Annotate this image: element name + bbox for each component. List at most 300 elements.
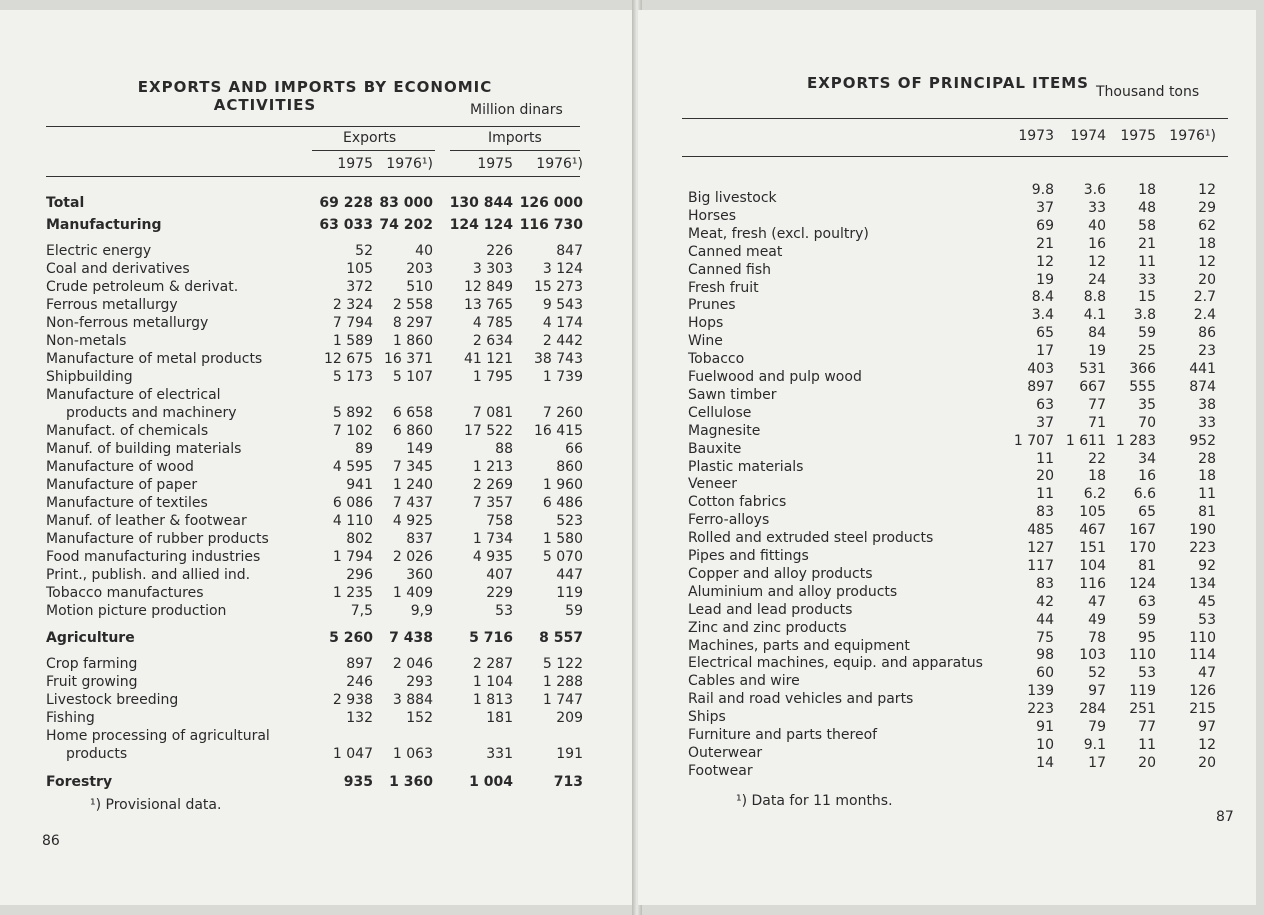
left-row-value: 209 bbox=[556, 710, 583, 726]
left-row-value: 2 442 bbox=[542, 333, 583, 349]
left-row-value: 53 bbox=[495, 603, 513, 619]
left-row-label: Motion picture production bbox=[46, 603, 227, 619]
right-row-value: 223 bbox=[1189, 540, 1216, 556]
left-row-value: 1 235 bbox=[332, 585, 373, 601]
left-row-label: Manufacture of metal products bbox=[46, 351, 263, 367]
left-row-value: 181 bbox=[486, 710, 513, 726]
right-row-value: 3.4 bbox=[1031, 307, 1054, 324]
left-row-value: 229 bbox=[486, 585, 513, 601]
right-row-value: 18 bbox=[1198, 468, 1216, 485]
right-row-label: Sawn timber bbox=[688, 386, 777, 403]
right-row-value: 667 bbox=[1079, 378, 1106, 395]
left-year-2: 1976¹) bbox=[386, 156, 433, 172]
right-row-value: 9.8 bbox=[1031, 182, 1054, 198]
right-row-value: 92 bbox=[1198, 557, 1216, 574]
right-row-value: 63 bbox=[1036, 396, 1054, 413]
right-row-value: 190 bbox=[1189, 522, 1216, 539]
left-row-value: 360 bbox=[406, 567, 433, 583]
left-row-label: Fishing bbox=[46, 710, 95, 726]
left-row-value: 40 bbox=[415, 243, 433, 259]
right-row-value: 441 bbox=[1189, 361, 1216, 377]
right-row-value: 555 bbox=[1129, 378, 1156, 395]
right-row-value: 53 bbox=[1138, 665, 1156, 682]
left-row-label: Total bbox=[46, 195, 85, 211]
left-row-label: Non-ferrous metallurgy bbox=[46, 315, 209, 331]
left-row-value: 847 bbox=[556, 243, 583, 259]
left-row-value: 407 bbox=[486, 567, 513, 583]
right-row-value: 98 bbox=[1036, 647, 1054, 664]
left-row-value: 3 884 bbox=[392, 692, 433, 708]
right-row-label: Copper and alloy products bbox=[688, 565, 873, 582]
left-row-label: Manufacturing bbox=[46, 217, 162, 233]
left-row-value: 837 bbox=[406, 531, 433, 547]
left-row-value: 1 288 bbox=[542, 674, 583, 690]
right-row-value: 11 bbox=[1036, 486, 1054, 503]
right-row-value: 65 bbox=[1036, 325, 1054, 342]
left-row-value: 203 bbox=[406, 261, 433, 277]
left-row-value: 447 bbox=[556, 567, 583, 583]
right-row-value: 78 bbox=[1088, 629, 1106, 646]
right-row-value: 127 bbox=[1027, 540, 1054, 556]
right-row-value: 114 bbox=[1189, 647, 1216, 664]
right-row-value: 20 bbox=[1138, 754, 1156, 771]
right-row-label: Veneer bbox=[688, 476, 737, 493]
left-row-value: 16 371 bbox=[384, 351, 433, 367]
left-row-value: 6 086 bbox=[332, 495, 373, 511]
left-row-value: 4 925 bbox=[392, 513, 433, 529]
left-footnote: ¹) Provisional data. bbox=[90, 797, 222, 813]
right-row-value: 170 bbox=[1129, 540, 1156, 556]
left-row-value: 124 124 bbox=[449, 217, 513, 233]
left-row-label: Coal and derivatives bbox=[46, 261, 190, 277]
right-row-value: 12 bbox=[1198, 736, 1216, 753]
left-row-value: 7 438 bbox=[389, 630, 433, 646]
right-row-value: 79 bbox=[1088, 719, 1106, 735]
left-page bbox=[0, 10, 636, 905]
right-row-value: 12 bbox=[1088, 253, 1106, 270]
right-row-label: Wine bbox=[688, 333, 723, 350]
left-row-value: 7,5 bbox=[350, 603, 373, 619]
right-row-value: 83 bbox=[1036, 575, 1054, 592]
left-row-value: 12 849 bbox=[464, 279, 513, 295]
right-row-value: 104 bbox=[1079, 557, 1106, 574]
left-row-value: 8 297 bbox=[392, 315, 433, 331]
left-row-label: Non-metals bbox=[46, 333, 127, 349]
left-row-value: 1 240 bbox=[392, 477, 433, 493]
left-row-value: 2 046 bbox=[392, 656, 433, 672]
left-row-value: 13 765 bbox=[464, 297, 513, 313]
right-row-value: 60 bbox=[1036, 665, 1054, 682]
left-row-value: 1 409 bbox=[392, 585, 433, 601]
right-row-label: Zinc and zinc products bbox=[688, 619, 847, 636]
left-row-value: 69 228 bbox=[319, 195, 373, 211]
right-row-label: Cables and wire bbox=[688, 673, 800, 690]
left-row-value: 1 813 bbox=[472, 692, 513, 708]
left-row-value: 149 bbox=[406, 441, 433, 457]
right-row-value: 116 bbox=[1079, 575, 1106, 592]
left-row-value: 191 bbox=[556, 746, 583, 762]
left-page-number: 86 bbox=[42, 833, 60, 849]
right-row-value: 69 bbox=[1036, 217, 1054, 234]
left-row-label: Crude petroleum & derivat. bbox=[46, 279, 239, 295]
left-row-value: 5 173 bbox=[332, 369, 373, 385]
right-row-value: 284 bbox=[1079, 701, 1106, 718]
right-row-value: 18 bbox=[1138, 182, 1156, 198]
right-row-value: 6.6 bbox=[1133, 486, 1156, 503]
left-year-3: 1975 bbox=[477, 156, 513, 172]
left-row-value: 1 589 bbox=[332, 333, 373, 349]
right-row-label: Meat, fresh (excl. poultry) bbox=[688, 225, 869, 242]
left-row-label: Manuf. of building materials bbox=[46, 441, 242, 457]
left-row-value: 7 260 bbox=[542, 405, 583, 421]
right-year-3: 1975 bbox=[1120, 128, 1156, 144]
right-row-label: Ferro-alloys bbox=[688, 512, 770, 529]
left-row-value: 226 bbox=[486, 243, 513, 259]
right-row-value: 134 bbox=[1189, 575, 1216, 592]
right-row-value: 42 bbox=[1036, 593, 1054, 610]
left-row-value: 5 107 bbox=[392, 369, 433, 385]
right-row-label: Aluminium and alloy products bbox=[688, 583, 898, 600]
left-row-label: Agriculture bbox=[46, 630, 135, 646]
right-row-value: 58 bbox=[1138, 217, 1156, 234]
left-row-value: 66 bbox=[565, 441, 583, 457]
right-row-value: 18 bbox=[1088, 468, 1106, 485]
left-row-value: 1 213 bbox=[472, 459, 513, 475]
left-row-value: 15 273 bbox=[534, 279, 583, 295]
right-row-value: 33 bbox=[1088, 199, 1106, 216]
right-row-value: 22 bbox=[1088, 450, 1106, 467]
left-row-value: 8 557 bbox=[539, 630, 583, 646]
right-row-value: 12 bbox=[1036, 253, 1054, 270]
left-row-value: 5 122 bbox=[542, 656, 583, 672]
left-row-value: 372 bbox=[346, 279, 373, 295]
right-row-value: 14 bbox=[1036, 754, 1054, 771]
left-row-value: 3 124 bbox=[542, 261, 583, 277]
left-row-value: 4 174 bbox=[542, 315, 583, 331]
left-top-rule bbox=[46, 126, 580, 127]
left-row-label: Livestock breeding bbox=[46, 692, 179, 708]
left-row-value: 41 121 bbox=[464, 351, 513, 367]
right-row-value: 3.8 bbox=[1133, 307, 1156, 324]
right-row-value: 952 bbox=[1189, 432, 1216, 449]
left-row-label: Ferrous metallurgy bbox=[46, 297, 178, 313]
left-row-label: Food manufacturing industries bbox=[46, 549, 261, 565]
left-row-value: 1 580 bbox=[542, 531, 583, 547]
right-row-value: 77 bbox=[1088, 396, 1106, 413]
left-row-label: Shipbuilding bbox=[46, 369, 133, 385]
right-row-label: Rail and road vehicles and parts bbox=[688, 691, 914, 708]
right-row-label: Footwear bbox=[688, 762, 753, 779]
left-row-value: 1 795 bbox=[472, 369, 513, 385]
right-page-number: 87 bbox=[1216, 809, 1234, 825]
left-row-value: 935 bbox=[343, 774, 373, 790]
left-row-label: Electric energy bbox=[46, 243, 152, 259]
right-row-value: 47 bbox=[1088, 593, 1106, 610]
left-row-label: Manufact. of chemicals bbox=[46, 423, 209, 439]
left-row-value: 88 bbox=[495, 441, 513, 457]
left-row-value: 9,9 bbox=[410, 603, 433, 619]
right-row-label: Canned meat bbox=[688, 243, 783, 260]
left-row-value: 59 bbox=[565, 603, 583, 619]
right-row-value: 20 bbox=[1036, 468, 1054, 485]
right-row-value: 71 bbox=[1088, 414, 1106, 431]
left-row-value: 1 960 bbox=[542, 477, 583, 493]
left-row-value: 1 860 bbox=[392, 333, 433, 349]
left-row-label: Manufacture of textiles bbox=[46, 495, 208, 511]
right-row-value: 15 bbox=[1138, 289, 1156, 306]
right-row-value: 531 bbox=[1079, 361, 1106, 377]
left-header-rule bbox=[46, 176, 580, 177]
right-row-label: Electrical machines, equip. and apparatus bbox=[688, 655, 983, 672]
right-row-value: 17 bbox=[1088, 754, 1106, 771]
left-row-value: 1 360 bbox=[389, 774, 433, 790]
left-row-value: 4 935 bbox=[472, 549, 513, 565]
right-row-label: Outerwear bbox=[688, 744, 763, 761]
right-row-label: Lead and lead products bbox=[688, 601, 853, 618]
left-row-value: 5 260 bbox=[329, 630, 373, 646]
right-row-value: 38 bbox=[1198, 396, 1216, 413]
right-row-value: 2.4 bbox=[1193, 307, 1216, 324]
left-row-value: 860 bbox=[556, 459, 583, 475]
left-row-value: 296 bbox=[346, 567, 373, 583]
left-row-value: 83 000 bbox=[379, 195, 433, 211]
right-row-value: 49 bbox=[1088, 611, 1106, 628]
right-row-label: Prunes bbox=[688, 297, 736, 314]
left-row-value: 1 747 bbox=[542, 692, 583, 708]
left-row-value: 246 bbox=[346, 674, 373, 690]
imports-underline bbox=[450, 150, 580, 151]
right-row-value: 103 bbox=[1079, 647, 1106, 664]
right-row-value: 65 bbox=[1138, 504, 1156, 521]
left-row-value: 5 716 bbox=[469, 630, 513, 646]
right-row-value: 97 bbox=[1088, 683, 1106, 700]
right-row-value: 19 bbox=[1036, 271, 1054, 288]
right-row-value: 126 bbox=[1189, 683, 1216, 700]
left-row-value: 116 730 bbox=[519, 217, 583, 233]
right-row-value: 28 bbox=[1198, 450, 1216, 467]
right-row-value: 63 bbox=[1138, 593, 1156, 610]
right-row-value: 1 611 bbox=[1065, 432, 1106, 449]
left-row-value: 7 345 bbox=[392, 459, 433, 475]
left-row-value: 1 063 bbox=[392, 746, 433, 762]
left-title-line1: EXPORTS AND IMPORTS BY ECONOMIC bbox=[137, 78, 493, 96]
left-row-value: 331 bbox=[486, 746, 513, 762]
right-row-value: 21 bbox=[1138, 235, 1156, 252]
left-row-value: 132 bbox=[346, 710, 373, 726]
left-row-label: Manuf. of leather & footwear bbox=[46, 513, 247, 529]
exports-underline bbox=[312, 150, 435, 151]
right-row-label: Machines, parts and equipment bbox=[688, 637, 910, 654]
right-row-value: 8.8 bbox=[1083, 289, 1106, 306]
right-row-value: 11 bbox=[1138, 253, 1156, 270]
right-row-value: 1 707 bbox=[1013, 432, 1054, 449]
left-row-value: 523 bbox=[556, 513, 583, 529]
right-row-value: 119 bbox=[1129, 683, 1156, 700]
right-row-value: 6.2 bbox=[1083, 486, 1106, 503]
right-row-value: 97 bbox=[1198, 719, 1216, 735]
right-row-value: 11 bbox=[1138, 736, 1156, 753]
right-row-value: 18 bbox=[1198, 235, 1216, 252]
right-header-rule bbox=[682, 156, 1228, 157]
left-row-label: Manufacture of rubber products bbox=[46, 531, 269, 547]
right-row-label: Fuelwood and pulp wood bbox=[688, 369, 862, 385]
left-row-value: 4 595 bbox=[332, 459, 373, 475]
left-row-value: 2 938 bbox=[332, 692, 373, 708]
right-row-label: Tobacco bbox=[688, 351, 745, 368]
left-row-value: 89 bbox=[355, 441, 373, 457]
left-row-label: Print., publish. and allied ind. bbox=[46, 567, 251, 583]
left-row-label: products and machinery bbox=[66, 405, 237, 421]
right-row-value: 59 bbox=[1138, 325, 1156, 342]
right-row-value: 47 bbox=[1198, 665, 1216, 682]
right-row-label: Rolled and extruded steel products bbox=[688, 530, 934, 547]
left-row-value: 941 bbox=[346, 477, 373, 493]
left-row-value: 2 558 bbox=[392, 297, 433, 313]
right-top-rule bbox=[682, 118, 1228, 119]
right-row-value: 19 bbox=[1088, 343, 1106, 360]
right-row-value: 84 bbox=[1088, 325, 1106, 342]
right-row-value: 81 bbox=[1138, 557, 1156, 574]
right-row-value: 251 bbox=[1129, 701, 1156, 718]
right-row-value: 53 bbox=[1198, 611, 1216, 628]
right-row-value: 48 bbox=[1138, 199, 1156, 216]
left-row-value: 7 357 bbox=[472, 495, 513, 511]
left-row-label: Manufacture of paper bbox=[46, 477, 198, 493]
left-row-value: 6 486 bbox=[542, 495, 583, 511]
right-row-value: 59 bbox=[1138, 611, 1156, 628]
right-row-value: 215 bbox=[1189, 701, 1216, 718]
left-row-value: 5 070 bbox=[542, 549, 583, 565]
right-row-value: 91 bbox=[1036, 719, 1054, 735]
left-row-value: 74 202 bbox=[379, 217, 433, 233]
left-row-value: 1 047 bbox=[332, 746, 373, 762]
left-row-value: 152 bbox=[406, 710, 433, 726]
left-row-value: 1 004 bbox=[469, 774, 513, 790]
right-row-value: 77 bbox=[1138, 719, 1156, 735]
left-row-value: 4 110 bbox=[332, 513, 373, 529]
right-row-value: 366 bbox=[1129, 361, 1156, 377]
left-row-label: Fruit growing bbox=[46, 674, 138, 690]
right-row-value: 70 bbox=[1138, 414, 1156, 431]
left-row-value: 12 675 bbox=[324, 351, 373, 367]
left-row-value: 1 794 bbox=[332, 549, 373, 565]
left-row-value: 713 bbox=[553, 774, 583, 790]
right-row-value: 117 bbox=[1027, 557, 1054, 574]
left-row-value: 4 785 bbox=[472, 315, 513, 331]
left-row-value: 52 bbox=[355, 243, 373, 259]
right-row-value: 16 bbox=[1138, 468, 1156, 485]
left-row-label: Home processing of agricultural bbox=[46, 728, 270, 744]
right-row-label: Horses bbox=[688, 207, 737, 224]
right-row-value: 40 bbox=[1088, 217, 1106, 234]
right-row-label: Plastic materials bbox=[688, 458, 804, 475]
left-row-value: 6 860 bbox=[392, 423, 433, 439]
right-row-value: 10 bbox=[1036, 736, 1054, 753]
right-row-value: 33 bbox=[1198, 414, 1216, 431]
right-row-value: 2.7 bbox=[1193, 289, 1216, 306]
right-row-value: 44 bbox=[1036, 611, 1054, 628]
left-row-label: Tobacco manufactures bbox=[46, 585, 204, 601]
right-row-value: 20 bbox=[1198, 271, 1216, 288]
right-title: EXPORTS OF PRINCIPAL ITEMS bbox=[807, 74, 1089, 92]
right-row-value: 223 bbox=[1027, 701, 1054, 718]
left-row-value: 758 bbox=[486, 513, 513, 529]
right-row-label: Ships bbox=[688, 709, 726, 726]
right-row-value: 124 bbox=[1129, 575, 1156, 592]
right-row-value: 139 bbox=[1027, 683, 1054, 700]
left-row-value: 2 287 bbox=[472, 656, 513, 672]
right-unit: Thousand tons bbox=[1096, 84, 1200, 100]
right-row-value: 16 bbox=[1088, 235, 1106, 252]
right-row-value: 21 bbox=[1036, 235, 1054, 252]
left-row-value: 126 000 bbox=[519, 195, 583, 211]
right-row-value: 3.6 bbox=[1083, 182, 1106, 198]
right-row-label: Canned fish bbox=[688, 261, 772, 278]
left-row-value: 2 324 bbox=[332, 297, 373, 313]
left-unit: Million dinars bbox=[470, 102, 563, 118]
left-row-label: Manufacture of wood bbox=[46, 459, 194, 475]
left-row-value: 2 269 bbox=[472, 477, 513, 493]
left-row-value: 802 bbox=[346, 531, 373, 547]
right-row-value: 110 bbox=[1129, 647, 1156, 664]
exports-header: Exports bbox=[343, 130, 397, 146]
left-row-label: Forestry bbox=[46, 774, 113, 790]
left-row-value: 119 bbox=[556, 585, 583, 601]
left-row-label: products bbox=[66, 746, 128, 762]
right-row-value: 37 bbox=[1036, 199, 1054, 216]
left-row-value: 7 794 bbox=[332, 315, 373, 331]
left-row-value: 16 415 bbox=[534, 423, 583, 439]
right-row-value: 167 bbox=[1129, 522, 1156, 539]
right-row-label: Fresh fruit bbox=[688, 279, 759, 296]
left-row-value: 1 734 bbox=[472, 531, 513, 547]
imports-header: Imports bbox=[488, 130, 542, 146]
right-row-value: 24 bbox=[1088, 271, 1106, 288]
left-title-line2: ACTIVITIES bbox=[213, 96, 317, 114]
left-row-value: 1 739 bbox=[542, 369, 583, 385]
right-row-value: 52 bbox=[1088, 665, 1106, 682]
right-row-value: 4.1 bbox=[1083, 307, 1106, 324]
left-row-value: 1 104 bbox=[472, 674, 513, 690]
right-row-value: 12 bbox=[1198, 253, 1216, 270]
left-row-value: 7 081 bbox=[472, 405, 513, 421]
right-row-value: 110 bbox=[1189, 629, 1216, 646]
right-row-label: Big livestock bbox=[688, 190, 777, 206]
right-row-label: Bauxite bbox=[688, 440, 742, 457]
right-row-label: Pipes and fittings bbox=[688, 548, 809, 564]
left-row-value: 2 026 bbox=[392, 549, 433, 565]
right-row-value: 403 bbox=[1027, 361, 1054, 377]
right-footnote: ¹) Data for 11 months. bbox=[736, 793, 893, 809]
left-year-1: 1975 bbox=[337, 156, 373, 172]
right-row-value: 29 bbox=[1198, 199, 1216, 216]
left-row-value: 9 543 bbox=[542, 297, 583, 313]
right-row-value: 17 bbox=[1036, 343, 1054, 360]
right-row-value: 86 bbox=[1198, 325, 1216, 342]
right-row-label: Cellulose bbox=[688, 404, 752, 421]
right-row-label: Cotton fabrics bbox=[688, 494, 787, 511]
right-row-value: 45 bbox=[1198, 593, 1216, 610]
left-row-value: 2 634 bbox=[472, 333, 513, 349]
left-row-value: 3 303 bbox=[472, 261, 513, 277]
right-row-value: 37 bbox=[1036, 414, 1054, 431]
right-row-label: Hops bbox=[688, 315, 724, 332]
right-row-value: 8.4 bbox=[1031, 289, 1054, 306]
left-row-value: 7 102 bbox=[332, 423, 373, 439]
right-row-value: 35 bbox=[1138, 396, 1156, 413]
right-row-value: 467 bbox=[1079, 522, 1106, 539]
left-row-value: 897 bbox=[346, 656, 373, 672]
